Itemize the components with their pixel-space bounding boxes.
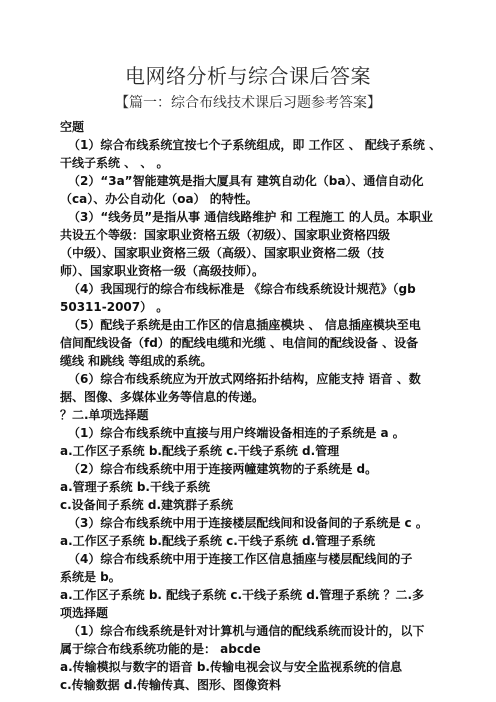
text-line: （中级）、国家职业资格三级（高级）、国家职业资格二级（技 [60,246,385,260]
options-line: c.设备间子系统 d.建筑群子系统 [60,498,233,512]
section-heading: 空题 [60,120,85,134]
text-line: 干线子系统 、 、 。 [60,156,169,170]
question-line: 属于综合布线系统功能的是： abcde [60,642,261,656]
section-heading: 项选择题 [60,606,109,620]
text-line: 共设五个等级：国家职业资格五级（初级）、国家职业资格四级 [60,228,391,242]
options-line: a.工作区子系统 b.配线子系统 c.干线子系统 d.管理 [60,444,340,458]
options-line: a.传输模拟与数字的语音 b.传输电视会议与安全监视系统的信息 [60,660,402,674]
document-body [60,118,470,694]
text-line: 信间配线设备（fd）的配线电缆和光缆 、电信间的配线设备 、设备 [60,336,419,350]
question-line: （3）综合布线系统中用于连接楼层配线间和设备间的子系统是 c 。 [68,516,428,530]
options-line: a.工作区子系统 b.配线子系统 c.干线子系统 d.管理子系统 [60,534,376,548]
text-line: （2）“3a”智能建筑是指大厦具有 建筑自动化（ba）、通信自动化 [68,174,424,188]
text-line: （5）配线子系统是由工作区的信息插座模块 、 信息插座模块至电 [68,318,421,332]
text-line: （1）综合布线系统宜按七个子系统组成，即 工作区 、 配线子系统 、 [68,138,442,152]
text-line: （6）综合布线系统应为开放式网络拓扑结构，应能支持 语音 、数 [68,372,421,386]
options-line: c.传输数据 d.传输传真、图形、图像资料 [60,678,281,692]
question-line: 系统是 b。 [60,570,121,584]
text-line: 50311-2007） 。 [60,300,169,314]
options-line: a.工作区子系统 b. 配线子系统 c.干线子系统 d.管理子系统 ？二.多 [60,588,425,602]
text-line: 缆线 和跳线 等组成的系统。 [60,354,213,368]
question-line: （1）综合布线系统中直接与用户终端设备相连的子系统是 a 。 [68,426,405,440]
text-line: （ca）、办公自动化（oa） 的特性。 [60,192,258,206]
question-line: （2）综合布线系统中用于连接两幢建筑物的子系统是 d。 [68,462,378,476]
text-line: 据、图像、多媒体业务等信息的传递。 [60,390,265,404]
document-subtitle: 【篇一：综合布线技术课后习题参考答案】 [115,95,381,111]
question-line: （1）综合布线系统是针对计算机与通信的配线系统而设计的，以下 [68,624,425,638]
document-title: 电网络分析与综合课后答案 [125,64,371,88]
section-heading: ？二.单项选择题 [60,408,149,422]
options-line: a.管理子系统 b.干线子系统 [60,480,210,494]
text-line: 师）、国家职业资格一级（高级技师）。 [60,264,265,278]
text-line: （4）我国现行的综合布线标准是 《综合布线系统设计规范》（gb [68,282,416,296]
text-line: （3）“线务员”是指从事 通信线路维护 和 工程施工 的人员。本职业 [68,210,433,224]
question-line: （4）综合布线系统中用于连接工作区信息插座与楼层配线间的子 [68,552,413,566]
